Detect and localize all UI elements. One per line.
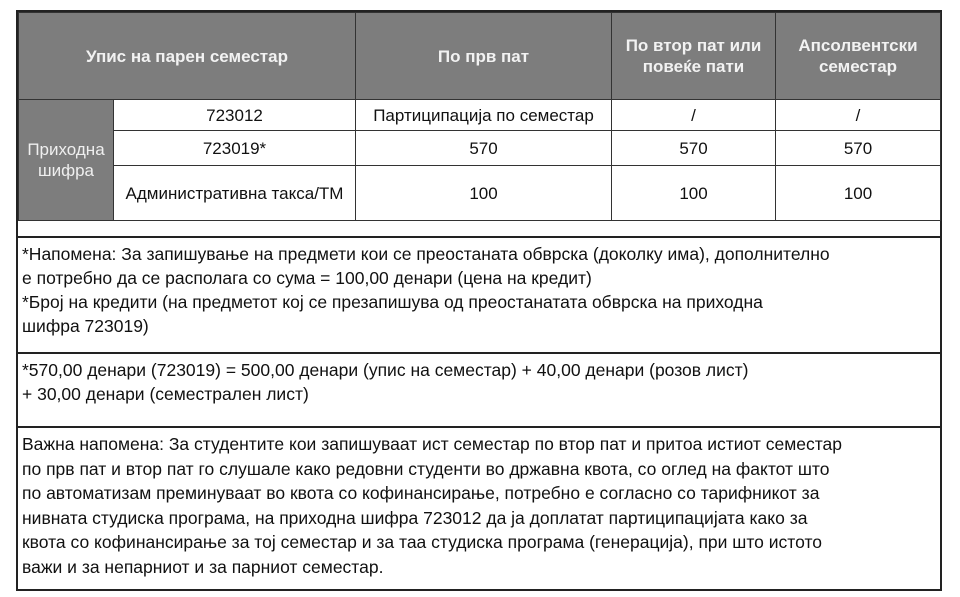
cell-first: 570 <box>356 131 612 166</box>
header-enrollment: Упис на парен семестар <box>19 13 356 100</box>
cell-code: 723012 <box>114 100 356 131</box>
table-row <box>19 100 941 131</box>
table-row <box>19 131 941 166</box>
cell-code: Административна такса/ТМ <box>114 166 356 221</box>
header-absolvent: Апсолвентски семестар <box>776 13 941 100</box>
cell-absolvent: 570 <box>776 131 941 166</box>
credit-note: *Напомена: За запишување на предмети кои се преостаната обврска (доколку има), дополнително е потребно да се располага со сума = 100,00 денари (цена на кредит) *Број на кредити (на предметот кој се презапишува од преостанатата обврска на приходна шифра 723019) <box>18 236 940 352</box>
revenue-code-label: Приходна шифра <box>19 100 114 221</box>
cell-code: 723019* <box>114 131 356 166</box>
fee-breakdown-note: *570,00 денари (723019) = 500,00 денари (упис на семестар) + 40,00 денари (розов лист) + 30,00 денари (семестрален лист) <box>18 352 940 426</box>
important-note: Важна напомена: За студентите кои запишуваат ист семестар по втор пат и притоа истиот семестар по прв пат и втор пат го слушале како редовни студенти во државна квота, со оглед на фактот што по автоматизам преминуваат во квота со кофинансирање, потребно е согласно со тарифникот за нивната студиска програма, на приходна шифра 723012 да ја доплатат партиципацијата како за квота со кофинансирање за тој семестар и за таа студиска програма (генерација), при што истото важи и за непарниот и за парниот семестар. <box>18 426 940 589</box>
table-header-row <box>19 13 941 100</box>
fee-table <box>18 12 941 221</box>
header-first-time: По прв пат <box>356 13 612 100</box>
cell-second: 100 <box>612 166 776 221</box>
cell-first: 100 <box>356 166 612 221</box>
header-second-time: По втор пат или повеќе пати <box>612 13 776 100</box>
cell-second: / <box>612 100 776 131</box>
cell-first: Партиципација по семестар <box>356 100 612 131</box>
cell-absolvent: / <box>776 100 941 131</box>
cell-absolvent: 100 <box>776 166 941 221</box>
table-row <box>19 166 941 221</box>
cell-second: 570 <box>612 131 776 166</box>
fee-document <box>16 10 942 591</box>
